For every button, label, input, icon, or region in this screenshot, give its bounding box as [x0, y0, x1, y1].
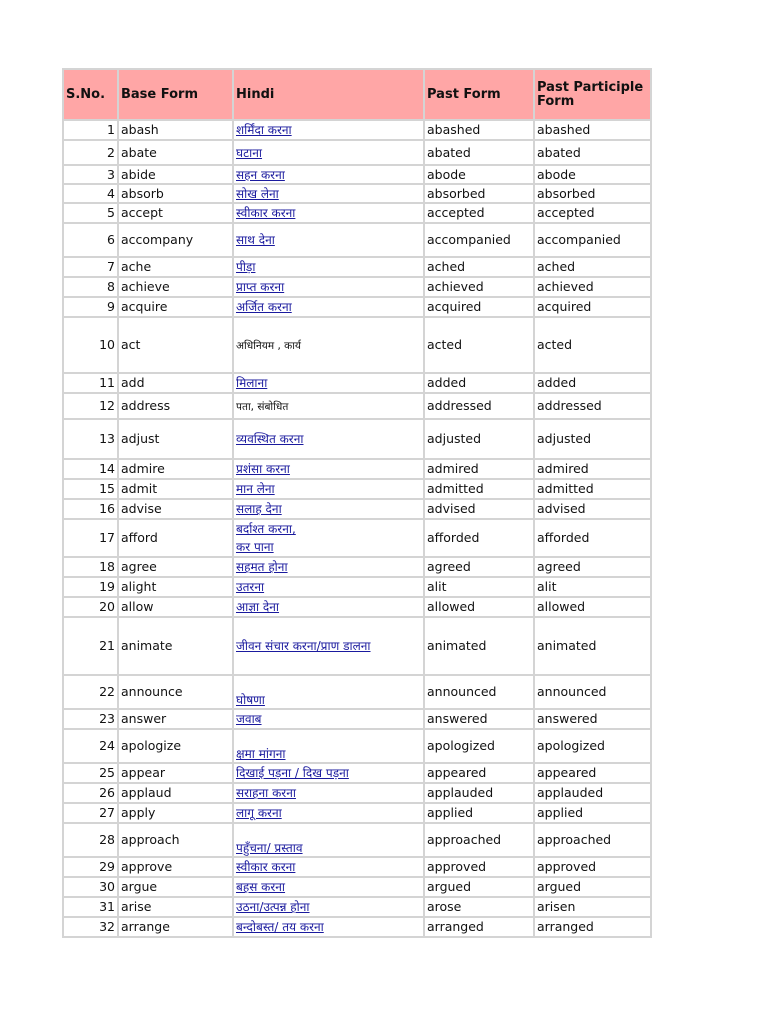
hindi-meaning-link[interactable]: साथ देना	[236, 233, 275, 247]
past-participle-cell: acquired	[534, 297, 651, 317]
past-participle-cell: abated	[534, 140, 651, 165]
hindi-meaning-link[interactable]: जीवन संचार करना/प्राण डालना	[236, 639, 371, 653]
base-form-cell: approach	[118, 823, 233, 857]
past-form-cell: agreed	[424, 557, 534, 577]
past-participle-cell: achieved	[534, 277, 651, 297]
hindi-meaning-link[interactable]: कर पाना	[236, 540, 274, 554]
table-row	[63, 877, 651, 897]
base-form-cell: absorb	[118, 184, 233, 203]
table-row	[63, 165, 651, 184]
past-form-cell: argued	[424, 877, 534, 897]
row-number: 10	[63, 317, 118, 373]
hindi-meaning-cell	[233, 897, 424, 917]
hindi-meaning-cell	[233, 203, 424, 223]
hindi-meaning-link[interactable]: जवाब	[236, 712, 262, 726]
table-row	[63, 203, 651, 223]
table-row	[63, 373, 651, 393]
base-form-cell: apply	[118, 803, 233, 823]
past-form-cell: ached	[424, 257, 534, 277]
base-form-cell: achieve	[118, 277, 233, 297]
past-participle-cell: announced	[534, 675, 651, 709]
row-number: 20	[63, 597, 118, 617]
past-participle-cell: admitted	[534, 479, 651, 499]
hindi-meaning-link[interactable]: लागू करना	[236, 806, 282, 820]
table-row	[63, 317, 651, 373]
hindi-meaning-cell	[233, 277, 424, 297]
row-number: 7	[63, 257, 118, 277]
past-form-cell: arose	[424, 897, 534, 917]
hindi-meaning-link[interactable]: मान लेना	[236, 482, 275, 496]
past-participle-cell: accompanied	[534, 223, 651, 257]
base-form-cell: ache	[118, 257, 233, 277]
base-form-cell: arrange	[118, 917, 233, 937]
row-number: 16	[63, 499, 118, 519]
header-hindi: Hindi	[233, 69, 424, 120]
base-form-cell: arise	[118, 897, 233, 917]
past-participle-cell: addressed	[534, 393, 651, 419]
base-form-cell: agree	[118, 557, 233, 577]
base-form-cell: address	[118, 393, 233, 419]
hindi-meaning-link[interactable]: सहमत होना	[236, 560, 288, 574]
past-participle-cell: ached	[534, 257, 651, 277]
row-number: 32	[63, 917, 118, 937]
table-header-row	[63, 69, 651, 120]
table-row	[63, 897, 651, 917]
table-row	[63, 917, 651, 937]
row-number: 3	[63, 165, 118, 184]
hindi-meaning-cell	[233, 675, 424, 709]
table-row	[63, 597, 651, 617]
verb-forms-table	[62, 68, 652, 938]
hindi-meaning-link[interactable]: सोख लेना	[236, 186, 279, 201]
hindi-meaning-cell	[233, 165, 424, 184]
past-participle-cell: added	[534, 373, 651, 393]
base-form-cell: accept	[118, 203, 233, 223]
hindi-meaning-cell	[233, 459, 424, 479]
row-number: 14	[63, 459, 118, 479]
past-form-cell: arranged	[424, 917, 534, 937]
past-participle-cell: abode	[534, 165, 651, 184]
base-form-cell: add	[118, 373, 233, 393]
hindi-meaning-cell	[233, 783, 424, 803]
row-number: 9	[63, 297, 118, 317]
hindi-meaning-link[interactable]: बर्दाश्त करना,	[236, 522, 296, 536]
past-form-cell: accompanied	[424, 223, 534, 257]
table-row	[63, 297, 651, 317]
row-number: 15	[63, 479, 118, 499]
past-form-cell: achieved	[424, 277, 534, 297]
past-participle-cell: advised	[534, 499, 651, 519]
past-participle-cell: alit	[534, 577, 651, 597]
row-number: 11	[63, 373, 118, 393]
past-form-cell: approved	[424, 857, 534, 877]
row-number: 13	[63, 419, 118, 459]
hindi-meaning-link[interactable]: बहस करना	[236, 880, 286, 894]
row-number: 12	[63, 393, 118, 419]
hindi-meaning-cell	[233, 373, 424, 393]
row-number: 22	[63, 675, 118, 709]
table-row	[63, 479, 651, 499]
past-form-cell: admitted	[424, 479, 534, 499]
hindi-meaning-link[interactable]: सराहना करना	[236, 786, 296, 800]
base-form-cell: alight	[118, 577, 233, 597]
hindi-meaning-link[interactable]: सलाह देना	[236, 502, 282, 516]
past-participle-cell: animated	[534, 617, 651, 675]
table-row	[63, 140, 651, 165]
past-form-cell: applied	[424, 803, 534, 823]
past-form-cell: addressed	[424, 393, 534, 419]
past-participle-cell: admired	[534, 459, 651, 479]
hindi-meaning-cell	[233, 803, 424, 823]
hindi-meaning-cell	[233, 120, 424, 140]
hindi-meaning-link[interactable]: सहन करना	[236, 167, 285, 182]
hindi-meaning-link[interactable]: उतरना	[236, 580, 265, 594]
table-row	[63, 557, 651, 577]
past-form-cell: appeared	[424, 763, 534, 783]
hindi-meaning-cell	[233, 140, 424, 165]
row-number: 24	[63, 729, 118, 763]
past-participle-cell: abashed	[534, 120, 651, 140]
past-form-cell: acquired	[424, 297, 534, 317]
hindi-meaning-link[interactable]: शर्मिंदा करना	[236, 123, 292, 137]
base-form-cell: argue	[118, 877, 233, 897]
hindi-meaning-cell	[233, 857, 424, 877]
past-form-cell: announced	[424, 675, 534, 709]
hindi-meaning-link[interactable]: व्यवस्थित करना	[236, 432, 304, 446]
hindi-meaning-cell	[233, 223, 424, 257]
past-form-cell: absorbed	[424, 184, 534, 203]
base-form-cell: allow	[118, 597, 233, 617]
table-row	[63, 120, 651, 140]
hindi-meaning-cell	[233, 419, 424, 459]
past-participle-cell: adjusted	[534, 419, 651, 459]
table-row	[63, 577, 651, 597]
past-form-cell: abated	[424, 140, 534, 165]
past-form-cell: acted	[424, 317, 534, 373]
hindi-meaning-cell	[233, 917, 424, 937]
hindi-meaning-link[interactable]: मिलाना	[236, 376, 268, 390]
hindi-meaning-cell	[233, 763, 424, 783]
table-row	[63, 459, 651, 479]
table-row	[63, 419, 651, 459]
past-participle-cell: absorbed	[534, 184, 651, 203]
row-number: 27	[63, 803, 118, 823]
base-form-cell: admire	[118, 459, 233, 479]
past-form-cell: applauded	[424, 783, 534, 803]
past-form-cell: abode	[424, 165, 534, 184]
row-number: 4	[63, 184, 118, 203]
hindi-meaning-text: अधिनियम , कार्य	[236, 339, 302, 352]
past-form-cell: added	[424, 373, 534, 393]
past-form-cell: approached	[424, 823, 534, 857]
hindi-meaning-link[interactable]: घटाना	[236, 145, 263, 160]
header-past-participle: Past Participle Form	[534, 69, 651, 120]
row-number: 21	[63, 617, 118, 675]
past-participle-cell: applauded	[534, 783, 651, 803]
past-participle-cell: appeared	[534, 763, 651, 783]
hindi-meaning-cell	[233, 184, 424, 203]
base-form-cell: answer	[118, 709, 233, 729]
row-number: 26	[63, 783, 118, 803]
hindi-meaning-cell	[233, 557, 424, 577]
table-row	[63, 393, 651, 419]
hindi-meaning-link[interactable]: उठना/उत्पन्न होना	[236, 900, 310, 914]
row-number: 31	[63, 897, 118, 917]
past-participle-cell: apologized	[534, 729, 651, 763]
row-number: 8	[63, 277, 118, 297]
past-form-cell: allowed	[424, 597, 534, 617]
past-form-cell: adjusted	[424, 419, 534, 459]
hindi-meaning-link[interactable]: स्वीकार करना	[236, 206, 296, 220]
past-participle-cell: argued	[534, 877, 651, 897]
base-form-cell: appear	[118, 763, 233, 783]
hindi-meaning-cell	[233, 499, 424, 519]
hindi-meaning-cell	[233, 297, 424, 317]
past-participle-cell: accepted	[534, 203, 651, 223]
hindi-meaning-cell	[233, 519, 424, 557]
row-number: 23	[63, 709, 118, 729]
base-form-cell: advise	[118, 499, 233, 519]
base-form-cell: applaud	[118, 783, 233, 803]
header-past-form: Past Form	[424, 69, 534, 120]
table-row	[63, 729, 651, 763]
hindi-meaning-cell	[233, 597, 424, 617]
past-participle-cell: arisen	[534, 897, 651, 917]
base-form-cell: approve	[118, 857, 233, 877]
past-participle-cell: afforded	[534, 519, 651, 557]
table-row	[63, 783, 651, 803]
base-form-cell: acquire	[118, 297, 233, 317]
hindi-meaning-text: पता, संबोधित	[236, 400, 289, 413]
base-form-cell: accompany	[118, 223, 233, 257]
hindi-meaning-link[interactable]: दिखाई पड़ना / दिख पड़ना	[236, 766, 349, 780]
hindi-meaning-cell	[233, 823, 424, 857]
row-number: 17	[63, 519, 118, 557]
hindi-meaning-link[interactable]: क्षमा मांगना	[236, 747, 286, 761]
past-form-cell: animated	[424, 617, 534, 675]
past-participle-cell: approached	[534, 823, 651, 857]
base-form-cell: animate	[118, 617, 233, 675]
table-row	[63, 257, 651, 277]
table-row	[63, 823, 651, 857]
past-form-cell: admired	[424, 459, 534, 479]
hindi-meaning-link[interactable]: घोषणा	[236, 693, 265, 707]
base-form-cell: adjust	[118, 419, 233, 459]
table-row	[63, 709, 651, 729]
past-participle-cell: acted	[534, 317, 651, 373]
past-form-cell: advised	[424, 499, 534, 519]
past-participle-cell: allowed	[534, 597, 651, 617]
past-participle-cell: applied	[534, 803, 651, 823]
hindi-meaning-link[interactable]: प्रशंसा करना	[236, 462, 290, 476]
table-row	[63, 499, 651, 519]
hindi-meaning-cell	[233, 479, 424, 499]
table-row	[63, 857, 651, 877]
row-number: 18	[63, 557, 118, 577]
hindi-meaning-cell	[233, 257, 424, 277]
past-participle-cell: approved	[534, 857, 651, 877]
table-row	[63, 519, 651, 557]
row-number: 2	[63, 140, 118, 165]
table-row	[63, 184, 651, 203]
hindi-meaning-link[interactable]: प्राप्त करना	[236, 280, 285, 294]
row-number: 30	[63, 877, 118, 897]
hindi-meaning-cell	[233, 729, 424, 763]
past-participle-cell: arranged	[534, 917, 651, 937]
table-row	[63, 277, 651, 297]
hindi-meaning-link[interactable]: स्वीकार करना	[236, 860, 296, 874]
past-form-cell: abashed	[424, 120, 534, 140]
row-number: 1	[63, 120, 118, 140]
past-participle-cell: agreed	[534, 557, 651, 577]
table-row	[63, 763, 651, 783]
base-form-cell: abate	[118, 140, 233, 165]
base-form-cell: apologize	[118, 729, 233, 763]
base-form-cell: afford	[118, 519, 233, 557]
past-form-cell: answered	[424, 709, 534, 729]
base-form-cell: admit	[118, 479, 233, 499]
past-participle-cell: answered	[534, 709, 651, 729]
hindi-meaning-cell	[233, 393, 424, 419]
hindi-meaning-cell	[233, 617, 424, 675]
hindi-meaning-link[interactable]: आज्ञा देना	[236, 600, 280, 614]
hindi-meaning-link[interactable]: अर्जित करना	[236, 300, 292, 314]
hindi-meaning-link[interactable]: पीड़ा	[236, 260, 256, 274]
past-form-cell: alit	[424, 577, 534, 597]
hindi-meaning-cell	[233, 709, 424, 729]
base-form-cell: announce	[118, 675, 233, 709]
row-number: 28	[63, 823, 118, 857]
hindi-meaning-link[interactable]: पहुँचना/ प्रस्ताव	[236, 841, 303, 855]
past-form-cell: accepted	[424, 203, 534, 223]
base-form-cell: act	[118, 317, 233, 373]
base-form-cell: abash	[118, 120, 233, 140]
row-number: 5	[63, 203, 118, 223]
header-sno: S.No.	[63, 69, 118, 120]
base-form-cell: abide	[118, 165, 233, 184]
past-form-cell: afforded	[424, 519, 534, 557]
table-row	[63, 803, 651, 823]
hindi-meaning-cell	[233, 317, 424, 373]
row-number: 29	[63, 857, 118, 877]
row-number: 25	[63, 763, 118, 783]
past-form-cell: apologized	[424, 729, 534, 763]
header-base-form: Base Form	[118, 69, 233, 120]
row-number: 6	[63, 223, 118, 257]
table-row	[63, 617, 651, 675]
hindi-meaning-cell	[233, 577, 424, 597]
hindi-meaning-link[interactable]: बन्दोबस्त/ तय करना	[236, 920, 324, 934]
hindi-meaning-cell	[233, 877, 424, 897]
table-row	[63, 223, 651, 257]
row-number: 19	[63, 577, 118, 597]
table-row	[63, 675, 651, 709]
